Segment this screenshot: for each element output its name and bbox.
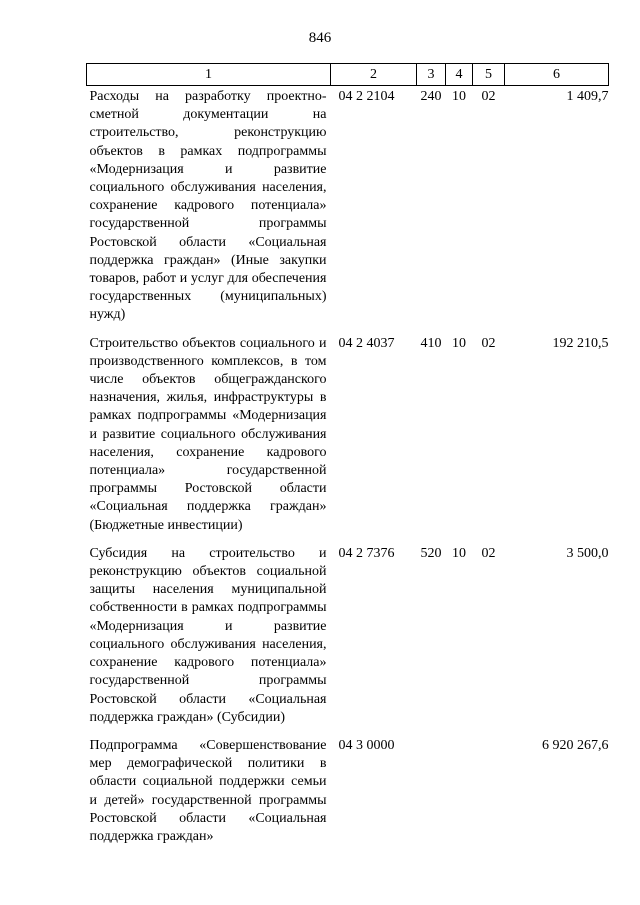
budget-table bbox=[86, 63, 609, 856]
header-col-3: 3 bbox=[417, 64, 446, 86]
table-row bbox=[87, 335, 609, 545]
row-col5 bbox=[473, 737, 505, 856]
header-col-4: 4 bbox=[446, 64, 473, 86]
row-amount: 6 920 267,6 bbox=[542, 737, 609, 753]
row-col5: 02 bbox=[481, 89, 496, 104]
header-col-6: 6 bbox=[505, 64, 609, 86]
table-row bbox=[87, 86, 609, 335]
table-header-row bbox=[87, 64, 609, 86]
row-col5: 02 bbox=[481, 545, 496, 561]
row-description: Расходы на разработку проектно-сметной документации на строительство, реконструкцию объектов в рамках подпрограммы «Модернизация и развитие социального обслуживания населения, сохранение кадрового потенциала» государственной программы Ростовской области «Социальная поддержка граждан» (Иные закупки товаров, работ и услуг для обеспечения государственных (муниципальных) нужд) bbox=[89, 89, 327, 323]
row-col3: 240 bbox=[420, 89, 442, 104]
row-col4 bbox=[446, 737, 473, 856]
row-code: 04 2 4037 bbox=[338, 335, 395, 351]
header-col-5: 5 bbox=[473, 64, 505, 86]
table-row bbox=[87, 737, 609, 856]
row-amount: 192 210,5 bbox=[552, 335, 609, 351]
page-number: 846 bbox=[308, 30, 332, 46]
row-code: 04 2 7376 bbox=[338, 545, 395, 561]
row-col3 bbox=[417, 737, 446, 856]
header-col-2: 2 bbox=[331, 64, 417, 86]
row-amount: 1 409,7 bbox=[566, 89, 609, 104]
row-code: 04 2 2104 bbox=[338, 89, 395, 104]
row-col4: 10 bbox=[452, 545, 466, 561]
row-description: Подпрограмма «Совершенствование мер демографической политики в области социальной поддержки семьи и детей» государственной программы Ростовской области «Социальная поддержка граждан» bbox=[89, 737, 327, 844]
table-row bbox=[87, 545, 609, 737]
row-col4: 10 bbox=[452, 335, 466, 351]
row-code: 04 3 0000 bbox=[338, 737, 395, 753]
row-col3: 410 bbox=[420, 335, 442, 351]
header-col-1: 1 bbox=[87, 64, 331, 86]
row-col5: 02 bbox=[481, 335, 496, 351]
row-amount: 3 500,0 bbox=[566, 545, 609, 561]
row-description: Субсидия на строительство и реконструкцию объектов социальной защиты населения муниципальной собственности в рамках подпрограммы «Модернизация и развитие социального обслуживания населения, сохранение кадрового потенциала» государственной программы Ростовской области «Социальная поддержка граждан» (Субсидии) bbox=[89, 545, 327, 725]
row-col4: 10 bbox=[452, 89, 466, 104]
row-description: Строительство объектов социального и производственного комплексов, в том числе объектов общегражданского назначения, жилья, инфраструктуры в рамках подпрограммы «Модернизация и развитие социального обслуживания населения, сохранение кадрового потенциала» государственной программы Ростовской области «Социальная поддержка граждан» (Бюджетные инвестиции) bbox=[89, 335, 327, 533]
row-col3: 520 bbox=[420, 545, 442, 561]
